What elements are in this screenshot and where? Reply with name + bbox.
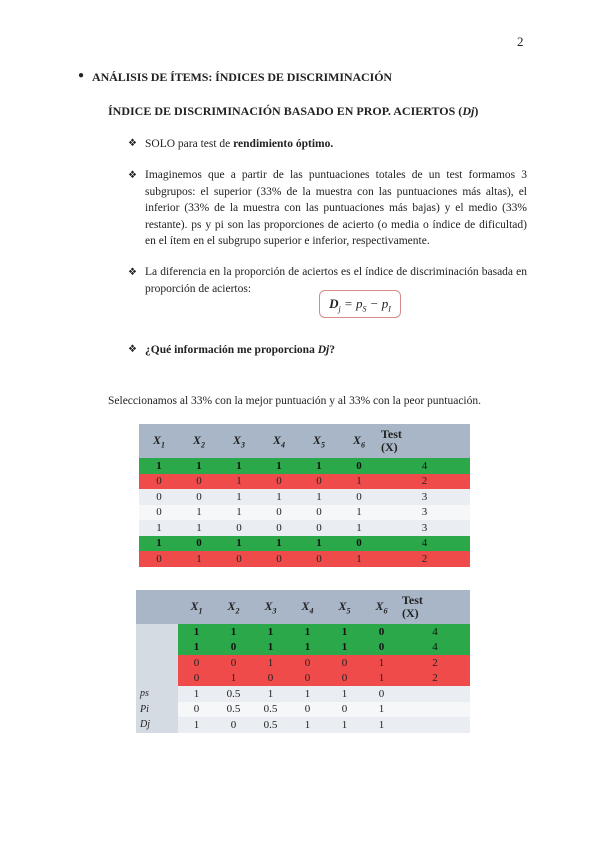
formula-box	[319, 290, 401, 318]
item-cell: 1	[178, 686, 215, 702]
item-cell: 0	[179, 536, 219, 552]
table-row	[136, 671, 470, 687]
item-cell: 1	[252, 624, 289, 640]
item-cell: 0	[252, 671, 289, 687]
test-score-cell	[400, 702, 470, 718]
test-score-cell: 2	[379, 474, 470, 490]
bullet-2-text: Imaginemos que a partir de las puntuaciones totales de un test formamos 3 subgrupos: el superior (33% de la muestra con las puntuaciones más altas), el inferior (33% de la muestra con las puntuaciones más bajas) y el medio (33% restante). ps y pi son las proporciones de acierto (o media o índice de dificultad) en el ítem en el subgrupo superior e inferior, respectivamente.	[145, 169, 527, 247]
row-label	[136, 624, 178, 640]
item-cell: 0	[215, 655, 252, 671]
item-cell: 1	[179, 505, 219, 521]
test-score-cell: 4	[379, 536, 470, 552]
item-cell: 1	[363, 671, 400, 687]
table-row	[136, 640, 470, 656]
item-cell: 0	[339, 458, 379, 474]
formula-minus: − p	[366, 296, 389, 311]
page-number: 2	[517, 34, 524, 49]
formula-sub-s: S	[362, 304, 367, 314]
item-cell: 0	[326, 702, 363, 718]
row-label: Dj	[136, 717, 178, 733]
item-cell: 0	[289, 671, 326, 687]
item-cell: 1	[289, 686, 326, 702]
item-cell: 0	[139, 551, 179, 567]
item-cell: 1	[179, 520, 219, 536]
diamond-bullet-icon: ❖	[128, 344, 137, 355]
table-row	[136, 624, 470, 640]
subheading	[108, 104, 478, 119]
item-cell: 1	[219, 489, 259, 505]
selection-text: Seleccionamos al 33% con la mejor puntuación y al 33% con la peor puntuación.	[108, 395, 481, 407]
table-row	[139, 551, 470, 567]
test-score-cell	[400, 717, 470, 733]
header-x2: $X_2$	[179, 424, 219, 458]
diamond-bullet-icon: ❖	[128, 170, 137, 181]
item-cell: 1	[289, 640, 326, 656]
item-cell: 0	[259, 551, 299, 567]
bullet-4-bold: ¿Qué información me proporciona	[145, 344, 318, 356]
item-cell: 1	[139, 536, 179, 552]
section-heading	[78, 70, 392, 85]
header-x4: $X_4$	[259, 424, 299, 458]
item-cell: 1	[252, 640, 289, 656]
formula-sub-i: I	[388, 304, 391, 314]
subheading-close: )	[474, 104, 479, 118]
test-score-cell: 2	[379, 551, 470, 567]
item-cell: 1	[326, 624, 363, 640]
row-label: ps	[136, 686, 178, 702]
item-cell: 0	[179, 474, 219, 490]
item-cell: 0	[215, 640, 252, 656]
table-item-scores	[139, 424, 470, 567]
item-cell: 0.5	[252, 717, 289, 733]
header-blank	[136, 590, 178, 624]
formula-lhs: D	[329, 296, 339, 311]
item-cell: 0	[289, 655, 326, 671]
table-row	[139, 458, 470, 474]
item-cell: 1	[179, 458, 219, 474]
table-row	[139, 520, 470, 536]
item-cell: 0	[178, 702, 215, 718]
item-cell: 0	[299, 474, 339, 490]
header-x5: $X_5$	[326, 590, 363, 624]
table-row	[139, 474, 470, 490]
item-cell: 0	[363, 686, 400, 702]
item-cell: 1	[178, 624, 215, 640]
table-row	[136, 686, 470, 702]
item-cell: 0	[178, 655, 215, 671]
item-cell: 0	[139, 505, 179, 521]
item-cell: 1	[252, 686, 289, 702]
test-score-cell: 4	[400, 640, 470, 656]
item-cell: 0	[259, 474, 299, 490]
item-cell: 1	[215, 624, 252, 640]
item-cell: 0	[219, 520, 259, 536]
subheading-italic: Dj	[462, 104, 475, 118]
item-cell: 1	[339, 551, 379, 567]
row-label	[136, 655, 178, 671]
item-cell: 1	[252, 655, 289, 671]
item-cell: 0	[179, 489, 219, 505]
bullet-4-italic: Dj	[317, 344, 330, 356]
item-cell: 0	[339, 536, 379, 552]
row-label: Pi	[136, 702, 178, 718]
item-cell: 0	[139, 489, 179, 505]
item-cell: 0	[326, 655, 363, 671]
test-score-cell	[400, 686, 470, 702]
row-label	[136, 640, 178, 656]
table-header-row	[139, 424, 470, 458]
test-score-cell: 3	[379, 489, 470, 505]
item-cell: 1	[139, 458, 179, 474]
item-cell: 1	[363, 702, 400, 718]
header-test: Test (X)	[400, 590, 470, 624]
item-cell: 1	[215, 671, 252, 687]
item-cell: 1	[178, 640, 215, 656]
item-cell: 1	[299, 489, 339, 505]
header-x4: $X_4$	[289, 590, 326, 624]
item-cell: 1	[178, 717, 215, 733]
header-x3: $X_3$	[219, 424, 259, 458]
test-score-cell: 2	[400, 671, 470, 687]
item-cell: 0	[339, 489, 379, 505]
item-cell: 1	[326, 686, 363, 702]
item-cell: 1	[326, 640, 363, 656]
item-cell: 1	[259, 536, 299, 552]
bullet-1-bold: rendimiento óptimo.	[233, 138, 334, 150]
test-score-cell: 3	[379, 505, 470, 521]
item-cell: 0	[299, 520, 339, 536]
formula-eq: = p	[340, 296, 363, 311]
table-row	[139, 536, 470, 552]
item-cell: 1	[363, 655, 400, 671]
item-cell: 1	[299, 458, 339, 474]
table-row	[136, 702, 470, 718]
item-cell: 0	[363, 640, 400, 656]
table-discrimination	[136, 590, 470, 733]
item-cell: 0	[289, 702, 326, 718]
item-cell: 0	[299, 505, 339, 521]
header-x6: $X_6$	[339, 424, 379, 458]
item-cell: 1	[326, 717, 363, 733]
item-cell: 0	[326, 671, 363, 687]
table-row	[136, 717, 470, 733]
diamond-bullet-icon: ❖	[128, 267, 137, 278]
header-x3: $X_3$	[252, 590, 289, 624]
item-cell: 1	[339, 505, 379, 521]
header-x1: $X_1$	[139, 424, 179, 458]
item-cell: 1	[219, 536, 259, 552]
item-cell: 1	[219, 474, 259, 490]
item-cell: 0.5	[215, 702, 252, 718]
row-label	[136, 671, 178, 687]
item-cell: 1	[139, 520, 179, 536]
item-cell: 0	[259, 520, 299, 536]
item-cell: 1	[289, 717, 326, 733]
bullet-3-text: La diferencia en la proporción de aciertos es el índice de discriminación basada en proporción de aciertos:	[145, 266, 527, 295]
item-cell: 1	[339, 474, 379, 490]
bullet-dot-icon: ●	[78, 70, 84, 81]
item-cell: 1	[363, 717, 400, 733]
item-cell: 0	[363, 624, 400, 640]
header-x5: $X_5$	[299, 424, 339, 458]
diamond-bullet-icon: ❖	[128, 138, 137, 149]
header-x6: $X_6$	[363, 590, 400, 624]
header-x2: $X_2$	[215, 590, 252, 624]
subheading-text: ÍNDICE DE DISCRIMINACIÓN BASADO EN PROP. ACIERTOS (	[108, 104, 463, 118]
formula-lhs-sub: j	[338, 304, 341, 314]
table-row	[136, 655, 470, 671]
section-heading-text: ANÁLISIS DE ÍTEMS: ÍNDICES DE DISCRIMINACIÓN	[92, 70, 392, 84]
header-x1: $X_1$	[178, 590, 215, 624]
item-cell: 1	[339, 520, 379, 536]
test-score-cell: 4	[400, 624, 470, 640]
item-cell: 0	[215, 717, 252, 733]
test-score-cell: 4	[379, 458, 470, 474]
item-cell: 0	[299, 551, 339, 567]
table-row	[139, 489, 470, 505]
bullet-1-text: SOLO para test de	[145, 138, 234, 150]
item-cell: 1	[289, 624, 326, 640]
item-cell: 0	[259, 505, 299, 521]
table-header-row	[136, 590, 470, 624]
item-cell: 0	[219, 551, 259, 567]
item-cell: 1	[259, 489, 299, 505]
item-cell: 1	[219, 458, 259, 474]
item-cell: 0.5	[215, 686, 252, 702]
item-cell: 1	[259, 458, 299, 474]
bullet-4-end: ?	[329, 344, 335, 356]
item-cell: 1	[219, 505, 259, 521]
item-cell: 0	[178, 671, 215, 687]
table-row	[139, 505, 470, 521]
test-score-cell: 3	[379, 520, 470, 536]
test-score-cell: 2	[400, 655, 470, 671]
item-cell: 1	[299, 536, 339, 552]
header-test: Test (X)	[379, 424, 470, 458]
item-cell: 0	[139, 474, 179, 490]
item-cell: 0.5	[252, 702, 289, 718]
item-cell: 1	[179, 551, 219, 567]
